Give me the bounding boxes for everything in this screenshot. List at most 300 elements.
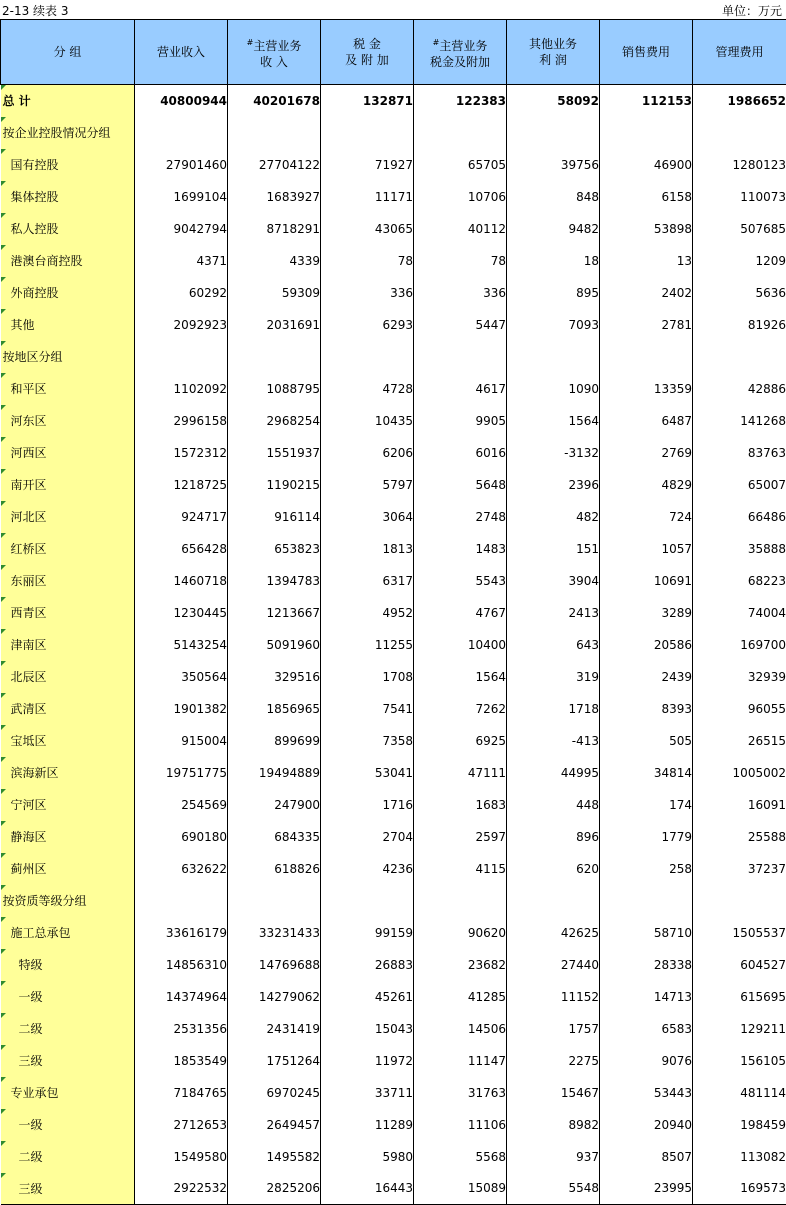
table-cell: 9482 [507,213,600,245]
table-row [1,1077,786,1109]
table-cell: 2597 [414,821,507,853]
table-row [1,85,786,117]
table-cell: 23995 [600,1173,693,1205]
table-cell: 5091960 [228,629,321,661]
table-cell: 28338 [600,949,693,981]
cell-marker-icon [1,565,6,570]
table-cell: 59309 [228,277,321,309]
row-label [1,437,135,469]
table-cell: 1280123 [693,149,786,181]
table-cell: 848 [507,181,600,213]
row-label [1,853,135,885]
table-cell: 448 [507,789,600,821]
table-cell: 34814 [600,757,693,789]
table-cell: 1549580 [135,1141,228,1173]
table-cell: 6583 [600,1013,693,1045]
table-cell: 33616179 [135,917,228,949]
row-label [1,469,135,501]
table-cell: -3132 [507,437,600,469]
table-row [1,725,786,757]
row-label-text: 按地区分组 [2,350,63,364]
cell-marker-icon [1,597,6,602]
table-row [1,917,786,949]
table-cell: 620 [507,853,600,885]
table-cell: 653823 [228,533,321,565]
cell-marker-icon [1,1141,6,1146]
table-cell: 74004 [693,597,786,629]
cell-marker-icon [1,693,6,698]
table-cell: 53041 [321,757,414,789]
row-label-text: 北辰区 [10,670,47,684]
row-label-text: 按企业控股情况分组 [2,126,111,140]
table-row [1,309,786,341]
table-cell: 1190215 [228,469,321,501]
table-cell: 1757 [507,1013,600,1045]
table-cell: 13359 [600,373,693,405]
unit-label: 单位：万元 [721,4,782,18]
row-label [1,85,135,117]
column-header-0 [1,20,135,85]
row-label [1,629,135,661]
row-label-text: 宝坻区 [10,734,47,748]
table-cell: 4829 [600,469,693,501]
table-cell: 11972 [321,1045,414,1077]
row-label [1,757,135,789]
table-cell: 58092 [507,85,600,117]
row-label-text: 河北区 [10,510,47,524]
cell-marker-icon [1,917,6,922]
row-label [1,821,135,853]
table-cell [600,341,693,373]
table-cell: 1230445 [135,597,228,629]
table-cell: 336 [321,277,414,309]
table-cell: 2781 [600,309,693,341]
cell-marker-icon [1,341,6,346]
table-cell: 40800944 [135,85,228,117]
row-label [1,149,135,181]
table-cell: 132871 [321,85,414,117]
table-cell: 1005002 [693,757,786,789]
table-cell: 14769688 [228,949,321,981]
table-cell: 198459 [693,1109,786,1141]
row-label [1,949,135,981]
table-cell: 915004 [135,725,228,757]
table-cell: 1505537 [693,917,786,949]
row-label-text: 红桥区 [10,542,47,556]
table-cell: 5548 [507,1173,600,1205]
table-cell: 604527 [693,949,786,981]
row-label-text: 施工总承包 [10,926,71,940]
column-header-1 [135,20,228,85]
table-cell: 3904 [507,565,600,597]
row-label-text: 河西区 [10,446,47,460]
table-cell: 31763 [414,1077,507,1109]
cell-marker-icon [1,757,6,762]
table-cell: 4617 [414,373,507,405]
table-cell: 19751775 [135,757,228,789]
row-label-text: 南开区 [10,478,47,492]
row-label-text: 按资质等级分组 [2,894,87,908]
table-cell: 1986652 [693,85,786,117]
table-cell: 247900 [228,789,321,821]
column-header-line1: 税 金 [353,37,381,51]
table-cell: 482 [507,501,600,533]
row-label-text: 一级 [18,990,43,1004]
table-cell: 112153 [600,85,693,117]
section-row [1,341,786,373]
column-header-row [1,20,786,85]
table-cell [321,117,414,149]
table-cell: 11147 [414,1045,507,1077]
table-row [1,149,786,181]
row-label-text: 国有控股 [10,158,59,172]
table-cell: 53898 [600,213,693,245]
row-label [1,533,135,565]
table-cell: 13 [600,245,693,277]
column-header-4 [414,20,507,85]
table-cell: 15467 [507,1077,600,1109]
table-row [1,789,786,821]
table-cell [135,341,228,373]
table-row [1,821,786,853]
table-cell: 1564 [507,405,600,437]
table-cell: 83763 [693,437,786,469]
table-cell: 924717 [135,501,228,533]
table-cell: 690180 [135,821,228,853]
cell-marker-icon [1,853,6,858]
table-cell: 11255 [321,629,414,661]
table-cell: 42886 [693,373,786,405]
table-cell: 78 [321,245,414,277]
table-row [1,1141,786,1173]
cell-marker-icon [1,981,6,986]
cell-marker-icon [1,181,6,186]
cell-marker-icon [1,501,6,506]
table-cell: 15043 [321,1013,414,1045]
row-label [1,981,135,1013]
table-cell [507,885,600,917]
table-cell: 2531356 [135,1013,228,1045]
table-cell [228,885,321,917]
statistics-table [0,19,786,1205]
table-cell: 35888 [693,533,786,565]
table-cell: 11152 [507,981,600,1013]
table-cell: 2996158 [135,405,228,437]
table-cell: 319 [507,661,600,693]
cell-marker-icon [1,469,6,474]
table-caption-bar [0,0,786,19]
table-cell: 169573 [693,1173,786,1205]
table-cell: 174 [600,789,693,821]
table-cell: 33711 [321,1077,414,1109]
table-cell: 2031691 [228,309,321,341]
row-label-text: 武清区 [10,702,47,716]
row-label [1,373,135,405]
table-id: 2-13 续表 3 [2,4,69,18]
table-cell: 27901460 [135,149,228,181]
cell-marker-icon [1,949,6,954]
table-cell: 40112 [414,213,507,245]
cell-marker-icon [1,277,6,282]
table-cell: 1813 [321,533,414,565]
row-label [1,917,135,949]
table-cell: 122383 [414,85,507,117]
table-cell: 46900 [600,149,693,181]
table-cell: 1699104 [135,181,228,213]
table-body [1,85,786,1205]
table-cell: 47111 [414,757,507,789]
table-cell: 2712653 [135,1109,228,1141]
row-label-text: 三级 [18,1181,43,1196]
row-label [1,181,135,213]
table-cell: 1483 [414,533,507,565]
table-cell: 1460718 [135,565,228,597]
table-cell: 81926 [693,309,786,341]
row-label [1,565,135,597]
table-cell: 33231433 [228,917,321,949]
table-row [1,981,786,1013]
table-cell: 9905 [414,405,507,437]
cell-marker-icon [1,85,6,90]
row-label-text: 宁河区 [10,798,47,812]
table-cell: 3289 [600,597,693,629]
section-row [1,117,786,149]
cell-marker-icon [1,213,6,218]
column-header-line1: 管理费用 [715,45,764,59]
row-label-text: 集体控股 [10,190,59,204]
table-cell [693,117,786,149]
table-cell: 2431419 [228,1013,321,1045]
table-cell: 10435 [321,405,414,437]
table-cell [228,341,321,373]
table-cell: 5797 [321,469,414,501]
table-row [1,277,786,309]
table-cell: 2922532 [135,1173,228,1205]
table-cell: 2748 [414,501,507,533]
table-row [1,757,786,789]
table-cell: 20586 [600,629,693,661]
table-cell: 350564 [135,661,228,693]
table-cell: 8507 [600,1141,693,1173]
column-header-line2: 税金及附加 [429,54,490,69]
table-cell: 99159 [321,917,414,949]
row-label [1,693,135,725]
table-cell: 1708 [321,661,414,693]
row-label [1,597,135,629]
table-cell: 10400 [414,629,507,661]
table-cell: 2769 [600,437,693,469]
row-label [1,213,135,245]
table-cell: 632622 [135,853,228,885]
column-header-line1: 分 组 [53,45,82,59]
table-cell: 1564 [414,661,507,693]
table-cell: 1394783 [228,565,321,597]
table-row [1,469,786,501]
cell-marker-icon [1,1109,6,1114]
table-cell: 1751264 [228,1045,321,1077]
table-cell: 7541 [321,693,414,725]
table-row [1,597,786,629]
table-cell: 615695 [693,981,786,1013]
row-label-text: 三级 [18,1054,43,1068]
row-label-text: 其他 [10,318,35,332]
table-cell [414,885,507,917]
section-row [1,885,786,917]
table-cell: 26515 [693,725,786,757]
table-cell: 156105 [693,1045,786,1077]
row-label-text: 静海区 [10,830,47,844]
table-cell: 916114 [228,501,321,533]
cell-marker-icon [1,1045,6,1050]
column-header-line1: 营业收入 [156,45,205,59]
row-label [1,725,135,757]
table-cell [600,117,693,149]
row-label-text: 港澳台商控股 [10,254,83,268]
table-cell: 39756 [507,149,600,181]
table-cell: 4115 [414,853,507,885]
row-label [1,405,135,437]
table-cell: 6317 [321,565,414,597]
table-row [1,661,786,693]
table-cell: 505 [600,725,693,757]
row-label [1,1045,135,1077]
table-cell: 15089 [414,1173,507,1205]
table-cell: 78 [414,245,507,277]
table-cell: 656428 [135,533,228,565]
table-cell: 9076 [600,1045,693,1077]
row-label-text: 一级 [18,1118,43,1132]
table-cell: 25588 [693,821,786,853]
table-cell: 937 [507,1141,600,1173]
table-cell: 507685 [693,213,786,245]
table-cell: 110073 [693,181,786,213]
row-label-text: 西青区 [10,606,47,620]
table-cell: 71927 [321,149,414,181]
cell-marker-icon [1,533,6,538]
table-row [1,1173,786,1205]
cell-marker-icon [1,373,6,378]
table-row [1,373,786,405]
table-cell: 58710 [600,917,693,949]
table-cell: 6970245 [228,1077,321,1109]
table-cell: 2649457 [228,1109,321,1141]
table-cell: 26883 [321,949,414,981]
row-label-text: 外商控股 [10,286,59,300]
table-cell: 1683927 [228,181,321,213]
table-cell: 4952 [321,597,414,629]
column-header-line1: 其他业务 [528,37,577,51]
table-cell: 27704122 [228,149,321,181]
table-cell: 2396 [507,469,600,501]
cell-marker-icon [1,1173,6,1178]
table-cell: 1683 [414,789,507,821]
table-cell: 10706 [414,181,507,213]
table-cell: 1779 [600,821,693,853]
table-cell: -413 [507,725,600,757]
cell-marker-icon [1,725,6,730]
table-cell: 90620 [414,917,507,949]
table-row [1,693,786,725]
table-cell: 151 [507,533,600,565]
header-marker: # [246,37,254,47]
table-cell: 65007 [693,469,786,501]
row-label-text: 河东区 [10,414,47,428]
table-cell: 896 [507,821,600,853]
row-label [1,245,135,277]
table-cell: 1213667 [228,597,321,629]
table-cell: 1088795 [228,373,321,405]
row-label [1,1109,135,1141]
table-cell [693,885,786,917]
cell-marker-icon [1,789,6,794]
table-cell: 40201678 [228,85,321,117]
cell-marker-icon [1,885,6,890]
table-cell: 169700 [693,629,786,661]
table-cell: 141268 [693,405,786,437]
table-row [1,1045,786,1077]
table-cell [321,885,414,917]
column-header-line2: 利 润 [539,53,567,67]
table-cell: 68223 [693,565,786,597]
table-row [1,501,786,533]
table-cell: 14506 [414,1013,507,1045]
table-cell: 2704 [321,821,414,853]
table-row [1,181,786,213]
table-cell: 27440 [507,949,600,981]
row-label [1,277,135,309]
table-cell: 3064 [321,501,414,533]
table-cell: 7358 [321,725,414,757]
table-cell: 8393 [600,693,693,725]
table-cell: 6487 [600,405,693,437]
column-header-6 [600,20,693,85]
table-cell: 336 [414,277,507,309]
table-cell: 4236 [321,853,414,885]
table-cell: 5143254 [135,629,228,661]
table-cell: 1572312 [135,437,228,469]
table-cell: 5980 [321,1141,414,1173]
column-header-line1: 销售费用 [621,45,670,59]
table-cell: 2825206 [228,1173,321,1205]
table-cell: 6925 [414,725,507,757]
table-cell: 1102092 [135,373,228,405]
table-row [1,1109,786,1141]
table-cell: 2092923 [135,309,228,341]
table-cell: 895 [507,277,600,309]
table-cell [414,117,507,149]
table-cell: 4371 [135,245,228,277]
row-label-text: 私人控股 [10,222,59,236]
table-cell: 37237 [693,853,786,885]
table-cell: 1495582 [228,1141,321,1173]
table-row [1,533,786,565]
header-marker: # [432,37,440,47]
table-row [1,565,786,597]
table-cell: 1716 [321,789,414,821]
row-label-text: 二级 [18,1150,43,1164]
cell-marker-icon [1,629,6,634]
row-label [1,341,135,373]
row-label [1,1141,135,1173]
table-cell: 66486 [693,501,786,533]
table-cell: 20940 [600,1109,693,1141]
table-cell: 2275 [507,1045,600,1077]
table-cell: 42625 [507,917,600,949]
table-cell [135,885,228,917]
table-cell: 11289 [321,1109,414,1141]
table-cell: 14856310 [135,949,228,981]
table-cell: 6158 [600,181,693,213]
